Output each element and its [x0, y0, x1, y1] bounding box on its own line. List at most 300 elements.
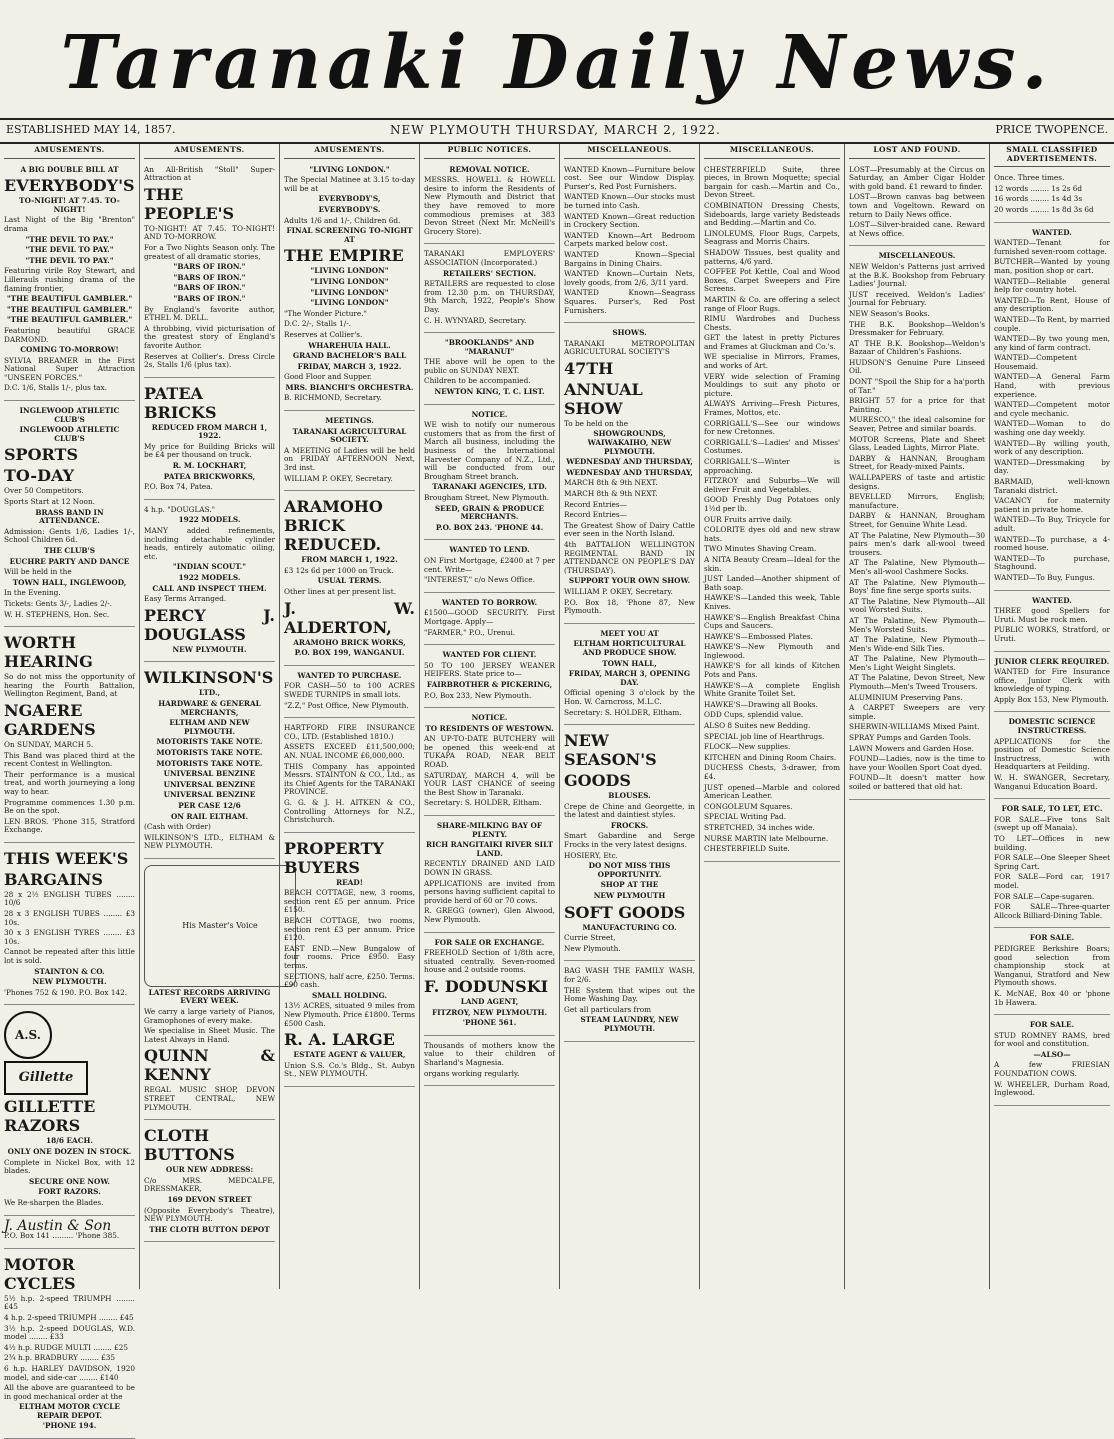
advertisement: [424, 1039, 555, 1086]
ad-line: 30 x 3 ENGLISH TYRES ........ £3 10s.: [4, 928, 135, 946]
ad-line: "THE DEVIL TO PAY.": [25, 245, 114, 255]
ad-line: Over 50 Competitors.: [4, 486, 84, 496]
advertisement: [704, 163, 840, 862]
ad-line: WALLPAPERS of taste and artistic designs.: [849, 473, 985, 491]
ad-line: STAINTON & CO.: [34, 966, 105, 976]
ad-line: THE above will be open to the public on SUNDAY NEXT.: [424, 357, 555, 375]
ad-line: R. M. LOCKHART,: [172, 461, 247, 471]
ad-line: TARANAKI AGENCIES, LTD.: [432, 482, 547, 492]
ad-line: STEAM LAUNDRY, NEW PLYMOUTH.: [580, 1015, 679, 1033]
advertisement: [424, 336, 555, 405]
ad-line: CHESTERFIELD Suite, three pieces, in Brown Moquette; special bargain for cash.—Martin and Co., Devon Street.: [704, 164, 840, 200]
ad-line: FOR SALE.: [1029, 1020, 1075, 1030]
ad-line: TO-NIGHT! AT 7.45. TO-NIGHT!: [19, 196, 120, 214]
advertisement: [849, 249, 985, 799]
ad-line: JUNIOR CLERK REQUIRED.: [994, 656, 1110, 666]
ad-line: Record Entries—: [564, 499, 627, 509]
column-3: [280, 144, 420, 1289]
ad-line: 4th BATTALION WELLINGTON REGIMENTAL BAND IN ATTENDANCE ON PEOPLE'S DAY (THURSDAY).: [564, 540, 695, 575]
signature-logo: J. Austin & Son: [4, 1217, 112, 1234]
ad-line: LINOLEUMS, Floor Rugs, Carpets, Seagrass and Morris Chairs.: [704, 228, 840, 247]
ad-line: TO-NIGHT! AT 7.45. TO-NIGHT! AND TO-MORROW.: [144, 223, 275, 242]
ad-line: F. DODUNSKI: [424, 976, 549, 996]
ad-line: REMOVAL NOTICE.: [449, 164, 530, 174]
newspaper-title: Taranaki Daily News.: [60, 20, 1054, 106]
ad-line: STRETCHED, 34 inches wide.: [704, 822, 815, 832]
ad-line: "INTEREST," c/o News Office.: [424, 575, 535, 585]
ad-line: NEW SEASON'S: [564, 731, 657, 770]
ad-line: organs working regularly.: [424, 1068, 520, 1078]
ad-line: EVERYBODY'S,: [318, 194, 381, 204]
ad-line: STUD ROMNEY RAMS, bred for wool and constitution.: [994, 1030, 1110, 1049]
ad-line: ON First Mortgage, £2400 at 7 per cent. Write—: [424, 555, 555, 574]
ad-line: DUCHESS Chests, 3-drawer, from £4.: [704, 763, 840, 781]
ad-line: WANTED TO PURCHASE.: [297, 670, 402, 680]
ad-line: UNIVERSAL BENZINE: [163, 769, 256, 779]
advertisement: [4, 163, 135, 401]
ad-line: OUR NEW ADDRESS:: [165, 1165, 254, 1175]
ad-line: THE EMPIRE: [284, 246, 404, 266]
advertisement: [994, 171, 1110, 222]
ad-line: P.O. Box 233, New Plymouth.: [424, 690, 532, 700]
ad-line: BAG WASH THE FAMILY WASH, for 2/6.: [564, 966, 695, 984]
ad-line: WANTED FOR CLIENT.: [442, 650, 537, 660]
ad-line: MESSRS. HOWELL & HOWELL desire to inform the Residents of New Plymouth and District that they have removed to more commodious premises at 383 Devon Street (Next Mr. McNeill's Grocery Store).: [424, 175, 555, 236]
column-heading: SMALL CLASSIFIED ADVERTISEMENTS.: [994, 144, 1110, 167]
ad-line: "LIVING LONDON": [310, 287, 389, 297]
ad-line: BLOUSES.: [608, 791, 651, 801]
ad-line: "LIVING LONDON": [310, 276, 389, 286]
ad-line: FOR SALE—One Sleeper Sheet Spring Cart.: [994, 853, 1110, 871]
ad-line: WANTED—A General Farm Hand, with previous experience.: [994, 372, 1110, 399]
advertisement: [994, 802, 1110, 928]
advertisement: [424, 163, 555, 245]
column-1: [0, 144, 140, 1431]
ad-line: SPORTS: [4, 445, 78, 465]
ad-line: Good Floor and Supper.: [284, 372, 373, 382]
ad-line: APPLICATIONS for the position of Domestic Science Instructress, with Headquarters at Feilding.: [994, 736, 1110, 772]
ad-line: —ALSO—: [1033, 1049, 1071, 1059]
ad-line: R. A. LARGE: [284, 1030, 395, 1050]
advertisement: [424, 711, 555, 816]
ad-line: TWO Minutes Shaving Cream.: [704, 544, 817, 554]
ad-line: AT The Palatine, New Plymouth—Men's all-wool Cashmere Socks.: [849, 558, 985, 576]
ad-line: TO RESIDENTS OF WESTOWN.: [425, 723, 554, 733]
ad-line: 47TH: [564, 358, 614, 378]
columns-container: [0, 144, 1114, 1431]
ad-line: TARANAKI EMPLOYERS' ASSOCIATION (Incorporated.): [424, 249, 555, 267]
ad-line: HARTFORD FIRE INSURANCE CO., LTD. (Established 1810.): [284, 723, 415, 741]
ad-line: WHAREHUIA HALL.: [308, 340, 391, 350]
ad-line: JUST received. Weldon's Ladies' Journal for February.: [849, 289, 985, 308]
ad-line: THIS WEEK'S: [4, 848, 129, 868]
ad-line: J. W. ALDERTON,: [284, 598, 415, 637]
ad-line: A throbbing, vivid picturisation of the greatest story of England's favorite Author.: [144, 323, 275, 350]
ad-line: FRIDAY, MARCH 3, 1922.: [297, 361, 402, 371]
ad-line: ALSO 8 Suites new Bedding.: [704, 721, 811, 731]
ad-line: 169 DEVON STREET: [167, 1195, 252, 1204]
ad-line: HAWKE'S—Drawing all Books.: [704, 699, 818, 709]
ad-line: WANTED—Woman to do washing one day weekly.: [994, 419, 1110, 438]
ad-line: FOR SALE.: [1029, 933, 1075, 943]
ad-line: PER CASE 12/6: [178, 800, 241, 810]
as-logo: A.S.: [4, 1011, 52, 1059]
ad-line: Complete in Nickel Box, with 12 blades.: [4, 1157, 135, 1176]
ad-line: WANTED—Competent motor and cycle mechanic.: [994, 400, 1110, 418]
ad-line: COFFEE Pot Kettle, Coal and Wood Boxes, Carpet Sweepers and Fire Screens.: [704, 267, 840, 294]
ad-line: C. H. WYNYARD, Secretary.: [424, 315, 527, 325]
advertisement: [284, 414, 415, 491]
ad-line: EUCHRE PARTY AND DANCE: [9, 556, 130, 566]
ad-line: PEDIGREE Berkshire Boars; good selection from championship stock at Wanganui, Stratford and New Plymouth shows.: [994, 943, 1110, 988]
advertisement: [284, 721, 415, 833]
column-5: [560, 144, 700, 1289]
advertisement: [424, 543, 555, 592]
ad-line: Union S.S. Co.'s Bldg., St. Aubyn St., NEW PLYMOUTH.: [284, 1060, 415, 1079]
column-6: [700, 144, 845, 1289]
ad-line: ODD Cups, splendid value.: [704, 710, 804, 720]
ad-line: "BARS OF IRON.": [173, 262, 246, 272]
ad-line: BARGAINS: [4, 869, 103, 889]
ad-line: 5½ h.p. 2-speed TRIUMPH ........ £45: [4, 1293, 135, 1312]
ad-line: B. RICHMOND, Secretary.: [284, 393, 382, 403]
column-heading: LOST AND FOUND.: [849, 144, 985, 159]
ad-line: Other lines at per present list.: [284, 587, 397, 596]
ad-line: "LIVING LONDON": [310, 298, 389, 308]
ad-line: Featuring beautiful GRACE DARMOND.: [4, 325, 135, 344]
ad-line: My price for Building Bricks will be £4 per thousand on truck.: [144, 441, 275, 460]
ad-line: 1922 MODELS.: [178, 515, 241, 525]
ad-line: A BIG DOUBLE BILL AT: [20, 164, 119, 174]
advertisement: [284, 163, 415, 411]
ad-line: FOR SALE, TO LET, ETC.: [1001, 804, 1103, 814]
ad-line: COLORITE dyes old and new straw hats.: [704, 525, 840, 543]
ad-line: PERCY J. DOUGLASS: [144, 605, 275, 644]
ad-line: Their performance is a musical treat, and worth journeying a long way to hear.: [4, 769, 135, 796]
ad-line: JUST Landed—Another shipment of Bath soap.: [704, 574, 840, 592]
ad-line: (Opposite Everybody's Theatre), NEW PLYMOUTH.: [144, 1205, 275, 1224]
ad-line: All the above are guaranteed to be in good mechanical order at the: [4, 1383, 135, 1401]
advertisement: [424, 408, 555, 541]
ad-line: SOFT GOODS: [564, 902, 686, 922]
ad-line: Sports Start at 12 Noon.: [4, 497, 95, 507]
ad-line: SUPPORT YOUR OWN SHOW.: [568, 576, 691, 586]
ad-line: 1922 MODELS.: [178, 573, 241, 582]
advertisement: [4, 846, 135, 1006]
ad-line: 12 words ........ 1s 2s 6d: [994, 183, 1083, 193]
ad-line: "FARMER," P.O., Urenui.: [424, 627, 516, 637]
ad-line: 50 TO 100 JERSEY WEANER HEIFERS. State price to—: [424, 660, 555, 679]
ad-line: Record Entries—: [564, 510, 627, 520]
ad-line: FINAL SCREENING TO-NIGHT AT: [286, 226, 413, 244]
ad-line: HAWKE'S—A complete English White Granite Toilet Set.: [704, 680, 840, 699]
ad-line: DONT "Spoil the Ship for a ha'porth of Tar.": [849, 377, 985, 395]
ad-line: HUDSON'S Genuine Pure Linseed Oil.: [849, 357, 985, 376]
ad-line: A CARPET Sweepers are very simple.: [849, 703, 985, 721]
ad-line: The Special Matinee at 3.15 to-day will be at: [284, 175, 415, 193]
ad-line: P.O. Box 18, 'Phone 87, New Plymouth.: [564, 597, 695, 616]
ad-line: REGAL MUSIC SHOP, DEVON STREET CENTRAL, NEW PLYMOUTH.: [144, 1085, 275, 1112]
ad-line: WANTED—To purchase, Staghound.: [994, 553, 1110, 572]
advertisement: [564, 163, 695, 324]
ad-line: PATEA BRICKS: [144, 383, 217, 422]
ad-line: 16 words ........ 1s 4d 3s: [994, 194, 1083, 204]
advertisement: [284, 669, 415, 718]
advertisement: [564, 627, 695, 725]
ad-line: "INDIAN SCOUT.": [172, 562, 247, 572]
ad-line: MOTORISTS TAKE NOTE.: [156, 747, 263, 757]
advertisement: [144, 381, 275, 500]
ad-line: TARANAKI METROPOLITAN AGRICULTURAL SOCIETY'S: [564, 338, 695, 357]
ad-line: "THE BEAUTIFUL GAMBLER.": [6, 294, 133, 304]
ad-line: DARBY & HANNAN, Brougham Street, for Genuine White Lead.: [849, 511, 985, 529]
ad-line: FITZROY, NEW PLYMOUTH.: [431, 1007, 548, 1017]
ad-line: 28 x 3 ENGLISH TUBES ........ £3 10s.: [4, 909, 135, 927]
ad-line: SHADOW Tissues, best quality and patterns, 4/6 yard.: [704, 247, 840, 266]
ad-line: BRASS BAND IN ATTENDANCE.: [35, 507, 104, 526]
column-7: [845, 144, 990, 1289]
ad-line: WE specialise in Mirrors, Frames, and works of Art.: [704, 352, 840, 371]
ad-line: W. H. STEPHENS, Hon. Sec.: [4, 609, 110, 619]
ad-line: P.O. Box 141 ......... 'Phone 385.: [4, 1231, 120, 1241]
column-heading: AMUSEMENTS.: [144, 144, 275, 159]
advertisement: [564, 728, 695, 961]
ad-line: Smart Gabardine and Serge Frocks in the very latest designs.: [564, 831, 695, 850]
ad-line: Children to be accompanied.: [424, 376, 531, 386]
ad-line: Tickets: Gents 3/-, Ladies 2/-.: [4, 598, 112, 608]
ad-line: 4½ h.p. RUDGE MULTI ........ £25: [4, 1342, 129, 1352]
advertisement: [4, 1252, 135, 1439]
ad-line: WANTED TO LEND.: [449, 545, 530, 555]
ad-line: THE B.K. Bookshop—Weldon's Dressmaker for February.: [849, 319, 985, 338]
ad-line: SHOWGROUNDS, WAIWAKAIHO, NEW PLYMOUTH.: [587, 429, 672, 456]
ad-line: Secretary: S. HOLDER, Eltham.: [564, 707, 682, 717]
ad-line: LAWN Mowers and Garden Hose.: [849, 743, 974, 753]
ad-line: We carry a large variety of Pianos, Gramophones of every make.: [144, 1007, 275, 1025]
ad-line: P.O. BOX 199, WANGANUI.: [294, 648, 405, 658]
ad-line: W. WHEELER, Durham Road, Inglewood.: [994, 1079, 1110, 1098]
ad-line: MISCELLANEOUS.: [878, 251, 956, 261]
ad-line: CLOTH BUTTONS: [144, 1126, 235, 1165]
ad-line: Adults 1/6 and 1/-, Children 6d.: [284, 215, 401, 225]
advertisement: [424, 648, 555, 708]
ad-line: APPLICATIONS are invited from persons having sufficient capital to provide herd of 60 or 70 cows.: [424, 878, 555, 905]
ad-line: WANTED—Tenant for furnished seven-room cottage.: [994, 238, 1110, 256]
ad-line: So do not miss the opportunity of hearing the Fourth Battalion, Wellington Regiment, Band, at: [4, 672, 135, 699]
ad-line: In the Evening.: [4, 588, 61, 598]
ad-line: FORT RAZORS.: [38, 1187, 101, 1197]
ad-line: WANTED.: [1032, 227, 1072, 237]
ad-line: We specialise in Sheet Music. The Latest Always in Hand.: [144, 1026, 275, 1044]
ad-line: We Re-sharpen the Blades.: [4, 1197, 104, 1207]
ad-line: WANTED—To purchase, a 4-roomed house.: [994, 534, 1110, 553]
ad-line: CALL AND INSPECT THEM.: [152, 583, 267, 593]
ad-line: D.C. 1/6, Stalls 1/-, plus tax.: [4, 383, 107, 393]
ad-line: Brougham Street, New Plymouth.: [424, 493, 550, 502]
ad-line: LOST—Silver-braided cane. Reward at News office.: [849, 220, 985, 238]
ad-line: 20 words ........ 1s 8d 3s 6d: [994, 204, 1094, 214]
ad-line: BEACH COTTAGE, new, 3 rooms, section rent £5 per annum. Price £150.: [284, 888, 415, 915]
ad-line: TO-DAY: [4, 466, 74, 486]
ad-line: CORRIGALL'S—Ladies' and Misses' Costumes.: [704, 437, 840, 456]
ad-line: Currie Street,: [564, 933, 616, 943]
ad-line: SECTIONS, half acre, £250. Terms. £90 cash.: [284, 971, 415, 990]
column-8: [990, 144, 1114, 1289]
ad-line: CORRIGALL'S—See our windows for new Cretonnes.: [704, 418, 840, 437]
ad-line: W. H. SWANGER, Secretary, Wanganui Education Board.: [994, 773, 1110, 791]
ad-line: FRIDAY, MARCH 3, OPENING DAY.: [568, 669, 691, 687]
ad-line: 3½ h.p. 2-speed DOUGLAS, W.D. model ........ £33: [4, 1323, 135, 1342]
ad-line: HAWKE'S—English Breakfast China Cups and Saucers.: [704, 612, 840, 631]
ad-line: FOUND—Ladies, now is the time to have your Woollen Sport Coat dyed.: [849, 754, 985, 772]
ad-line: £1500—GOOD SECURITY. First Mortgage. Apply—: [424, 608, 555, 626]
ad-line: RECENTLY DRAINED AND LAID DOWN IN GRASS.: [424, 859, 555, 877]
ad-line: WANTED Known—Great reduction in Crockery Section.: [564, 211, 695, 230]
ad-line: Once. Three times.: [994, 173, 1065, 183]
ad-line: REDUCED FROM MARCH 1, 1922.: [151, 422, 268, 441]
advertisement: [994, 1018, 1110, 1106]
ad-line: HAWKE'S—Embossed Plates.: [704, 631, 813, 641]
ad-line: Secretary: S. HOLDER, Eltham.: [424, 798, 542, 808]
ad-line: 13½ ACRES, situated 9 miles from New Plymouth. Price £1800. Terms £500 Cash.: [284, 1001, 415, 1028]
ad-line: WANTED Known—Seagrass Squares. Purser's, Red Post Furnishers.: [564, 288, 695, 315]
ad-line: MEET YOU AT: [600, 628, 659, 638]
ad-line: WANTED TO BORROW.: [442, 597, 537, 607]
column-heading: AMUSEMENTS.: [284, 144, 415, 159]
ad-line: SHERWIN-WILLIAMS Mixed Paint.: [849, 722, 980, 732]
ad-line: TOWN HALL, INGLEWOOD,: [12, 577, 127, 587]
ad-line: Official opening 3 o'clock by the Hon. W. Carncross, M.L.C.: [564, 688, 695, 706]
ad-line: COMBINATION Dressing Chests, Sideboards, large variety Bedsteads and Bedding.—Martin and Co.: [704, 200, 840, 228]
ad-line: MEETINGS.: [325, 416, 374, 426]
ad-line: SYLVIA BREAMER in the First National Super Attraction "UNSEEN FORCES.": [4, 355, 135, 382]
ad-line: SMALL HOLDING.: [311, 990, 388, 1000]
ad-line: SHOP AT THE: [600, 880, 659, 890]
ad-line: FAIRBROTHER & PICKERING,: [426, 679, 553, 689]
established-text: ESTABLISHED MAY 14, 1857.: [6, 123, 176, 136]
ad-line: LEN BROS. 'Phone 315, Stratford Exchange.: [4, 816, 135, 835]
ad-line: New Plymouth.: [564, 943, 621, 953]
advertisement: [424, 596, 555, 645]
masthead: [0, 0, 1114, 125]
ad-line: BUTCHER—Wanted by young man, position shop or cart.: [994, 257, 1110, 275]
ad-line: WANTED.: [1032, 595, 1072, 605]
ad-line: (Cash with Order): [144, 822, 211, 832]
ad-line: AT The Palatine, New Plymouth—All wool Worsted Suits.: [849, 596, 985, 615]
ad-line: MOTORISTS TAKE NOTE.: [156, 737, 263, 747]
advertisement: [424, 247, 555, 333]
ad-line: THE CLUB'S: [44, 546, 95, 555]
ad-line: WILKINSON'S LTD., ELTHAM & NEW PLYMOUTH.: [144, 832, 275, 851]
ad-line: FROM MARCH 1, 1922.: [301, 555, 398, 565]
ad-line: 2¾ h.p. BRADBURY ........ £35: [4, 1353, 116, 1363]
ad-line: NEW PLYMOUTH.: [32, 977, 107, 987]
ad-line: LOST—Brown canvas bag between town and Vogeltown. Reward on return to Daily News office.: [849, 192, 985, 219]
ad-line: ONLY ONE DOZEN IN STOCK.: [7, 1147, 132, 1156]
ad-line: WANTED for Fire Insurance office, Junior Clerk with knowledge of typing.: [994, 667, 1110, 694]
ad-line: MANUFACTURING CO.: [582, 922, 677, 932]
ad-line: 'PHONE 561.: [462, 1018, 517, 1028]
ad-line: "BARS OF IRON.": [173, 293, 246, 303]
ad-line: P.O. BOX 243. 'PHONE 44.: [435, 522, 544, 532]
ad-line: WANTED—To Buy, Tricycle for adult.: [994, 515, 1110, 533]
ad-line: UNIVERSAL BENZINE: [163, 790, 256, 800]
ad-line: AT The Palatine, Devon Street, New Plymouth—Men's Tweed Trousers.: [849, 673, 985, 692]
column-heading: PUBLIC NOTICES.: [424, 144, 555, 159]
ad-line: FROCKS.: [610, 820, 649, 830]
ad-line: SPECIAL Writing Pad.: [704, 812, 787, 822]
ad-line: MOTORISTS TAKE NOTE.: [156, 758, 263, 768]
ad-line: NURSE MARTIN late Melbourne.: [704, 833, 829, 843]
ad-line: £3 12s 6d per 1000 on Truck.: [284, 565, 394, 575]
ad-line: WANTED—To Rent, by married couple.: [994, 314, 1110, 333]
ad-line: ELTHAM MOTOR CYCLE REPAIR DEPOT.: [19, 1402, 120, 1420]
ad-line: WANTED—By two young men, any kind of farm contract.: [994, 334, 1110, 352]
ad-line: WILLIAM P. OKEY, Secretary.: [564, 586, 673, 596]
ad-line: PUBLIC WORKS, Stratford, or Uruti.: [994, 625, 1110, 643]
ad-line: NOTICE.: [471, 409, 508, 419]
ad-line: LOST—Presumably at the Circus on Saturday, an Amber Cigar Holder with gold band. £1 reward to finder.: [849, 164, 985, 191]
ad-line: MARCH 8th & 9th NEXT.: [564, 489, 658, 499]
ad-line: WORTH HEARING: [4, 633, 93, 672]
column-heading: MISCELLANEOUS.: [704, 144, 840, 159]
ad-line: ANNUAL SHOW: [564, 379, 643, 418]
ad-line: FOR SALE OR EXCHANGE.: [434, 937, 545, 947]
ad-line: ASSETS EXCEED £11,500,000; AN. NUAL INCOME £6,000,000.: [284, 742, 415, 760]
ad-line: HAWKE'S for all kinds of Kitchen Pots and Pans.: [704, 661, 840, 680]
ad-line: WILKINSON'S: [144, 668, 274, 688]
advertisement: [994, 931, 1110, 1015]
ad-line: SPECIAL job line of Hearthrugs.: [704, 731, 825, 741]
ad-line: BRIGHT 57 for a price for that Painting.: [849, 396, 985, 414]
advertisement: [994, 655, 1110, 713]
ad-line: VERY wide selection of Framing Mouldings to suit any photo or picture.: [704, 371, 840, 398]
ad-line: "THE BEAUTIFUL GAMBLER.": [6, 304, 133, 314]
ad-line: DO NOT MISS THIS OPPORTUNITY.: [588, 861, 671, 879]
advertisement: [994, 715, 1110, 799]
ad-line: FOR SALE—Ford car, 1917 model.: [994, 872, 1110, 890]
ad-line: FREEHOLD Section of 1/8th acre, situated centrally. Seven-roomed house and 2 outside rooms.: [424, 948, 555, 975]
ad-line: CORRIGALL'S—Winter is approaching.: [704, 457, 840, 475]
ad-line: TOWN HALL,: [602, 658, 657, 668]
ad-line: HOSIERY, Etc.: [564, 850, 619, 860]
ad-line: BEACH COTTAGE, two rooms, section rent £3 per annum. Price £120.: [284, 916, 415, 943]
ad-line: SATURDAY, MARCH 4, will be YOUR LAST CHANCE of seeing the Best Show in Taranaki.: [424, 770, 555, 797]
ad-line: RICH RANGITAIKI RIVER SILT LAND.: [425, 840, 554, 858]
ad-line: FOR CASH—50 to 100 ACRES SWEDE TURNIPS in small lots.: [284, 681, 415, 699]
ad-line: OUR Fruits arrive daily.: [704, 514, 793, 524]
ad-line: WANTED—Competent Housemaid.: [994, 353, 1077, 371]
gillette-logo: Gillette: [4, 1061, 88, 1095]
ad-line: BARMAID, well-known Taranaki district.: [994, 477, 1110, 495]
advertisement: [144, 503, 275, 663]
ad-line: Easy Terms Arranged.: [144, 594, 227, 604]
ad-line: NEWTON KING, T. C. LIST.: [434, 387, 545, 397]
ad-line: WEDNESDAY AND THURSDAY,: [566, 467, 693, 477]
ad-line: LTD.,: [198, 688, 221, 698]
ad-line: The Greatest Show of Dairy Cattle ever seen in the North Island.: [564, 520, 695, 539]
ad-line: "Z.Z," Post Office, New Plymouth.: [284, 700, 409, 710]
ad-line: To be held on the: [564, 418, 629, 428]
ad-line: ESTATE AGENT & VALUER,: [293, 1050, 406, 1060]
dateline-bar: [0, 118, 1114, 144]
advertisement: [4, 1008, 135, 1215]
ad-line: WANTED Known—Furniture below cost. See our Window Display. Purser's, Red Post Furnishers.: [564, 164, 695, 191]
ad-line: WANTED—Reliable general help for country hotel.: [994, 276, 1110, 295]
ad-line: 'PHONE 194.: [42, 1421, 97, 1431]
ad-line: EVERYBODY'S: [4, 176, 135, 196]
advertisement: [144, 163, 275, 378]
